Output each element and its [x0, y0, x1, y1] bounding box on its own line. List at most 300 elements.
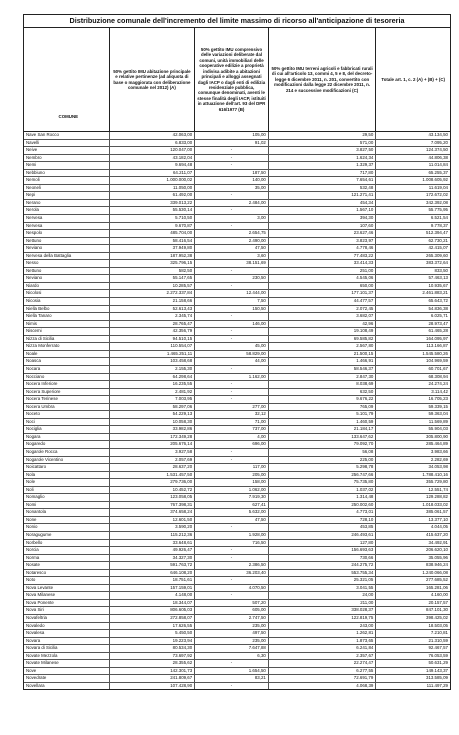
cell-col-c: 3.682,07: [269, 313, 376, 320]
cell-col-a: 43.182,04: [110, 155, 196, 162]
cell-col-a: 2.345,74: [110, 313, 196, 320]
cell-total: 104.969,59: [426, 358, 448, 364]
cell-total: 34.492,91: [428, 539, 448, 545]
cell-col-c: 453,85: [269, 524, 376, 531]
cell-col-a: 33.648,61: [110, 540, 196, 547]
table-row: [24, 290, 450, 298]
cell-total: 34.053,98: [428, 464, 448, 470]
cell-col-b: -: [195, 147, 269, 154]
cell-comune: Neive: [24, 147, 110, 154]
cell-comune: Nervesa della Battaglia: [24, 253, 110, 260]
table-row: [24, 562, 450, 570]
cell-col-a: 172.349,28: [110, 434, 196, 441]
cell-total: 59.339,15: [428, 403, 448, 409]
cell-col-b: 146,00: [195, 321, 269, 328]
cell-comune: Nizza Monferrato: [24, 343, 110, 350]
cell-col-a: 42.063,00: [110, 132, 196, 139]
cell-col-c: 2.072,45: [269, 306, 376, 313]
cell-col-c: 22.274,47: [269, 660, 376, 667]
cell-col-c: 2.567,80: [269, 343, 376, 350]
cell-comune: Nembro: [24, 155, 110, 162]
cell-total: 512.394,47: [426, 230, 448, 236]
cell-col-a: 33.982,86: [110, 426, 196, 433]
cell-col-c: 1.329,37: [269, 162, 376, 169]
cell-col-c: 1.314,48: [269, 494, 376, 501]
cell-col-b: -: [195, 223, 269, 230]
cell-col-b: 150,50: [195, 306, 269, 313]
cell-comune: Nogaredo: [24, 441, 110, 448]
cell-comune: Nova Milanese: [24, 592, 110, 599]
cell-col-c: 250.002,60: [269, 502, 376, 509]
cell-col-c: 730,66: [269, 555, 376, 562]
table-row: [24, 494, 450, 502]
table-row: [24, 509, 450, 517]
cell-total: 111.497,29: [426, 682, 448, 688]
cell-total: 11.569,89: [428, 418, 448, 424]
table-row: [24, 449, 450, 457]
header-col-total: Totale art. 1, c. 2 (A) + (B) + (C): [381, 76, 445, 82]
cell-col-b: 696,00: [195, 441, 269, 448]
table-row: [24, 585, 450, 593]
cell-col-a: 64.211,07: [110, 170, 196, 177]
cell-comune: Nocera Inferiore: [24, 381, 110, 388]
table-body: [24, 132, 450, 689]
cell-comune: Nosate: [24, 562, 110, 569]
cell-total: 847.101,30: [426, 607, 448, 613]
table-row: [24, 230, 450, 238]
cell-col-c: 3.823,97: [269, 238, 376, 245]
cell-comune: Norbello: [24, 540, 110, 547]
cell-col-b: 12.444,00: [195, 290, 269, 297]
cell-col-b: -: [195, 555, 269, 562]
table-row: [24, 660, 450, 668]
table-row: [24, 464, 450, 472]
cell-col-a: 1.531.457,50: [110, 472, 196, 479]
cell-col-a: 28.637,20: [110, 464, 196, 471]
table-row: [24, 615, 450, 623]
cell-comune: Nocara: [24, 366, 110, 373]
table-row: [24, 645, 450, 653]
cell-total: 55.904,03: [428, 426, 448, 432]
cell-col-b: 3,00: [195, 215, 269, 222]
cell-total: 113.166,87: [426, 343, 448, 349]
cell-total: 62.730,21: [428, 237, 448, 243]
cell-comune: Neviano: [24, 275, 110, 282]
cell-total: 35.055,96: [428, 554, 448, 560]
cell-total: 313.585,09: [426, 675, 448, 681]
cell-col-c: 69.585,82: [269, 336, 376, 343]
table-row: [24, 358, 450, 366]
cell-total: 28.973,47: [428, 320, 448, 326]
cell-col-a: 339.013,22: [110, 200, 196, 207]
table-row: [24, 200, 450, 208]
cell-comune: Niella Tanaro: [24, 313, 110, 320]
cell-col-c: 256.747,66: [269, 472, 376, 479]
cell-col-b: 7.647,88: [195, 645, 269, 652]
table-row: [24, 223, 450, 231]
table-row: [24, 630, 450, 638]
table-row: [24, 268, 450, 276]
cell-total: 1.240.066,08: [422, 569, 448, 575]
cell-col-c: 121.271,41: [269, 192, 376, 199]
cell-col-c: 728,10: [269, 517, 376, 524]
cell-comune: Noci: [24, 419, 110, 426]
cell-col-b: -: [195, 457, 269, 464]
cell-col-b: 2.654,75: [195, 230, 269, 237]
cell-comune: Nave San Rocco: [24, 132, 110, 139]
cell-col-a: 107.428,90: [110, 683, 196, 690]
cell-total: 9.778,37: [430, 222, 448, 228]
cell-comune: Novafeltria: [24, 615, 110, 622]
cell-col-c: 127,80: [269, 540, 376, 547]
cell-total: 76.053,59: [428, 652, 448, 658]
cell-comune: Novedrate: [24, 675, 110, 682]
table-row: [24, 306, 450, 314]
cell-comune: Nepi: [24, 192, 110, 199]
table-row: [24, 185, 450, 193]
header-col-a: 50% gettito IMU abitazione principale e relative pertinenze (ad aliquota di base o maggiorata con deliberazione comunale nel 2012) (A): [110, 28, 196, 131]
cell-col-c: 1.567,10: [269, 207, 376, 214]
cell-col-a: 2.057,69: [110, 457, 196, 464]
table-row: [24, 675, 450, 683]
table-row: [24, 170, 450, 178]
cell-col-a: 11.050,00: [110, 185, 196, 192]
cell-comune: Novalesa: [24, 630, 110, 637]
cell-comune: Nova Ponente: [24, 600, 110, 607]
cell-comune: Novate Mezzola: [24, 653, 110, 660]
cell-comune: Noragugume: [24, 532, 110, 539]
cell-comune: Nova Levante: [24, 585, 110, 592]
cell-col-b: 4,00: [195, 434, 269, 441]
cell-col-b: 627,41: [195, 502, 269, 509]
cell-total: 277.685,52: [426, 577, 448, 583]
cell-comune: Nocciano: [24, 374, 110, 381]
cell-comune: Niardo: [24, 283, 110, 290]
cell-col-b: -: [195, 366, 269, 373]
cell-comune: Nove: [24, 668, 110, 675]
cell-total: 65.643,72: [428, 298, 448, 304]
cell-col-a: 103.458,68: [110, 358, 196, 365]
cell-comune: Nervesa: [24, 223, 110, 230]
cell-total: 164.095,97: [426, 335, 448, 341]
table-row: [24, 313, 450, 321]
cell-comune: Nonantola: [24, 509, 110, 516]
table-row: [24, 547, 450, 555]
cell-total: 355.729,80: [426, 479, 448, 485]
cell-total: 21.310,59: [428, 637, 448, 643]
cell-col-b: 32,12: [195, 411, 269, 418]
cell-col-a: 19.223,94: [110, 638, 196, 645]
cell-col-b: -: [195, 660, 269, 667]
cell-col-a: 28.765,47: [110, 321, 196, 328]
cell-comune: Nogara: [24, 434, 110, 441]
table-row: [24, 389, 450, 397]
cell-comune: Noasca: [24, 358, 110, 365]
cell-col-b: -: [195, 396, 269, 403]
cell-col-b: 47,50: [195, 245, 269, 252]
cell-total: 7.095,20: [430, 139, 448, 145]
table-row: [24, 472, 450, 480]
table-row: [24, 177, 450, 185]
cell-total: 2.461.883,21: [422, 290, 448, 296]
cell-col-a: 55.530,14: [110, 207, 196, 214]
cell-comune: Notaresco: [24, 570, 110, 577]
cell-total: 265.309,60: [426, 252, 448, 258]
cell-col-b: 716,50: [195, 540, 269, 547]
cell-col-a: 1.465.251,11: [110, 351, 196, 358]
cell-col-c: 9.676,22: [269, 396, 376, 403]
cell-col-c: 75.735,80: [269, 479, 376, 486]
cell-col-b: 4.070,50: [195, 585, 269, 592]
cell-col-a: 58.297,06: [110, 404, 196, 411]
cell-comune: Nettuno: [24, 238, 110, 245]
cell-col-c: 56,08: [269, 449, 376, 456]
cell-comune: Novate Milanese: [24, 660, 110, 667]
cell-col-a: 646.108,20: [110, 570, 196, 577]
table-row: [24, 381, 450, 389]
cell-col-b: -: [195, 283, 269, 290]
cell-comune: Nogarole Rocca: [24, 449, 110, 456]
cell-col-c: 1.624,34: [269, 155, 376, 162]
cell-col-c: 338.028,37: [269, 607, 376, 614]
cell-col-a: 110.554,07: [110, 343, 196, 350]
cell-total: 833,50: [434, 267, 448, 273]
cell-comune: Nervesa: [24, 215, 110, 222]
cell-col-c: 1.460,59: [269, 419, 376, 426]
cell-col-a: 2.155,30: [110, 366, 196, 373]
cell-col-c: 21.500,15: [269, 351, 376, 358]
cell-col-c: 72.691,79: [269, 675, 376, 682]
cell-col-b: -: [195, 192, 269, 199]
cell-col-b: -: [195, 449, 269, 456]
table-row: [24, 328, 450, 336]
cell-col-c: 8.038,69: [269, 381, 376, 388]
cell-col-a: 279.736,00: [110, 479, 196, 486]
cell-col-c: 21.184,17: [269, 426, 376, 433]
cell-total: 1.018.033,02: [422, 501, 448, 507]
cell-col-b: 1.928,00: [195, 532, 269, 539]
cell-comune: Nemi: [24, 162, 110, 169]
cell-comune: Nespolo: [24, 230, 110, 237]
cell-comune: Nova Siri: [24, 607, 110, 614]
header-col-b: 50% gettito IMU comprensivo delle variazioni deliberate dal comuni, unità immobiliari delle cooperative edilizie a proprietà indivisa adibite a abitazioni principali e alloggi assegnati dagli IACP o dagli enti di edilizia residenziale pubblica, comunque denominati, aventi le stesse finalità degli IACP, istituiti in attuazione dell'art. 93 del DPR 616/1977 (B): [195, 28, 269, 131]
cell-total: 60.701,67: [428, 365, 448, 371]
cell-col-b: 105,00: [195, 132, 269, 139]
cell-col-b: 235,00: [195, 638, 269, 645]
cell-total: 44.806,38: [428, 154, 448, 160]
cell-col-c: 251,00: [269, 268, 376, 275]
cell-col-c: 23.627,46: [269, 230, 376, 237]
cell-total: 10.935,67: [428, 282, 448, 288]
table-row: [24, 524, 450, 532]
table-row: [24, 653, 450, 661]
cell-total: 42.415,07: [428, 245, 448, 251]
cell-col-c: 717,80: [269, 170, 376, 177]
cell-col-b: 5.632,00: [195, 509, 269, 516]
cell-col-a: 73.697,92: [110, 653, 196, 660]
cell-col-a: 49.926,47: [110, 547, 196, 554]
cell-col-a: 7.003,95: [110, 396, 196, 403]
cell-col-a: 767.398,31: [110, 502, 196, 509]
cell-col-c: 454,34: [269, 200, 376, 207]
table-row: [24, 555, 450, 563]
cell-col-a: 9.694,48: [110, 162, 196, 169]
cell-col-c: 243,00: [269, 623, 376, 630]
cell-col-a: 80.534,30: [110, 645, 196, 652]
cell-col-a: 10.452,72: [110, 487, 196, 494]
cell-total: 12.551,74: [428, 486, 448, 492]
cell-total: 13.377,10: [428, 516, 448, 522]
table-row: [24, 517, 450, 525]
cell-total: 1.788.410,16: [422, 471, 448, 477]
cell-col-b: 605,00: [195, 607, 269, 614]
cell-col-a: 16.235,55: [110, 381, 196, 388]
cell-col-a: 28.355,62: [110, 660, 196, 667]
cell-comune: Neoneli: [24, 185, 110, 192]
cell-col-b: 187,50: [195, 170, 269, 177]
cell-col-c: 58.546,37: [269, 366, 376, 373]
cell-total: 385.061,57: [426, 509, 448, 515]
cell-comune: Nettuno: [24, 268, 110, 275]
table-row: [24, 343, 450, 351]
cell-comune: Nocera Umbra: [24, 404, 110, 411]
cell-col-a: 12.601,50: [110, 517, 196, 524]
cell-col-c: 122.819,75: [269, 615, 376, 622]
cell-col-c: 3.041,55: [269, 585, 376, 592]
cell-comune: Novellara: [24, 683, 110, 690]
cell-col-c: 571,00: [269, 140, 376, 147]
cell-col-b: 2.747,50: [195, 615, 269, 622]
table-row: [24, 253, 450, 261]
cell-total: 415.637,20: [426, 531, 448, 537]
cell-col-a: 52.613,43: [110, 306, 196, 313]
cell-total: 285.464,89: [426, 441, 448, 447]
cell-comune: Nociglia: [24, 426, 110, 433]
cell-col-c: 4.068,39: [269, 683, 376, 690]
cell-col-a: 58.416,54: [110, 238, 196, 245]
cell-col-a: 5.710,50: [110, 215, 196, 222]
cell-col-b: 83,21: [195, 675, 269, 682]
cell-col-a: 61.492,00: [110, 192, 196, 199]
header-comune: COMUNE: [24, 28, 110, 131]
cell-total: 4.044,05: [430, 524, 448, 530]
cell-col-c: 394,30: [269, 215, 376, 222]
table-row: [24, 426, 450, 434]
table-row: [24, 215, 450, 223]
table-row: [24, 238, 450, 246]
cell-total: 18.503,05: [428, 622, 448, 628]
cell-col-a: 325.796,15: [110, 260, 196, 267]
cell-col-c: 107,60: [269, 223, 376, 230]
cell-col-b: 2.386,50: [195, 562, 269, 569]
table-row: [24, 336, 450, 344]
cell-col-a: 157.159,01: [110, 585, 196, 592]
cell-comune: Noto: [24, 577, 110, 584]
cell-col-b: 2.484,00: [195, 200, 269, 207]
cell-total: 57.463,13: [428, 275, 448, 281]
cell-col-b: 58.829,00: [195, 351, 269, 358]
cell-comune: Nesso: [24, 260, 110, 267]
cell-col-b: 2.490,00: [195, 238, 269, 245]
cell-col-b: 7,50: [195, 298, 269, 305]
cell-comune: Nola: [24, 472, 110, 479]
cell-col-c: 225,00: [269, 457, 376, 464]
cell-col-c: 33.414,33: [269, 260, 376, 267]
cell-comune: Novaledo: [24, 623, 110, 630]
cell-col-b: 235,00: [195, 623, 269, 630]
cell-col-b: -: [195, 207, 269, 214]
cell-col-a: 485.704,00: [110, 230, 196, 237]
cell-comune: Navelli: [24, 140, 110, 147]
table-row: [24, 404, 450, 412]
cell-comune: Novara di Sicilia: [24, 645, 110, 652]
cell-col-b: 230,50: [195, 275, 269, 282]
cell-col-b: 38.151,69: [195, 260, 269, 267]
cell-col-a: 18.344,07: [110, 600, 196, 607]
table-row: [24, 592, 450, 600]
cell-col-a: 2.272.337,84: [110, 290, 196, 297]
cell-col-b: 7.919,30: [195, 494, 269, 501]
table-row: [24, 607, 450, 615]
table-row: [24, 419, 450, 427]
cell-col-b: -: [195, 155, 269, 162]
cell-col-b: 117,00: [195, 464, 269, 471]
cell-col-c: 3.827,50: [269, 147, 376, 154]
cell-col-b: 737,00: [195, 426, 269, 433]
table-row: [24, 351, 450, 359]
cell-comune: Nizza di Sicilia: [24, 336, 110, 343]
cell-col-b: 1.162,00: [195, 374, 269, 381]
cell-col-a: 3.927,58: [110, 449, 196, 456]
table-row: [24, 396, 450, 404]
cell-total: 61.465,28: [428, 328, 448, 334]
distribution-table: [23, 14, 451, 690]
cell-col-a: 187.952,38: [110, 253, 196, 260]
cell-col-a: 9.670,87: [110, 223, 196, 230]
cell-total: 305.800,90: [426, 433, 448, 439]
table-header: [24, 28, 450, 132]
cell-comune: Nocera Superiore: [24, 389, 110, 396]
cell-col-a: 34.327,30: [110, 555, 196, 562]
cell-total: 383.372,64: [426, 260, 448, 266]
cell-comune: Nicosia: [24, 298, 110, 305]
table-row: [24, 577, 450, 585]
cell-col-b: -: [195, 381, 269, 388]
cell-col-a: 3.590,20: [110, 524, 196, 531]
cell-col-c: 244.275,72: [269, 562, 376, 569]
cell-col-a: 582,50: [110, 268, 196, 275]
cell-col-c: 29,50: [269, 132, 376, 139]
cell-total: 24.274,24: [428, 381, 448, 387]
cell-total: 342.392,08: [426, 199, 448, 205]
table-row: [24, 570, 450, 578]
table-row: [24, 155, 450, 163]
table-row: [24, 479, 450, 487]
table-row: [24, 540, 450, 548]
cell-total: 20.157,57: [428, 599, 448, 605]
cell-col-c: 2.847,30: [269, 374, 376, 381]
table-row: [24, 245, 450, 253]
cell-col-b: -: [195, 683, 269, 690]
cell-col-c: 19.108,49: [269, 328, 376, 335]
table-row: [24, 668, 450, 676]
table-row: [24, 207, 450, 215]
cell-total: 54.836,38: [428, 305, 448, 311]
table-row: [24, 260, 450, 268]
cell-col-a: 21.158,66: [110, 298, 196, 305]
cell-col-a: 42.356,79: [110, 328, 196, 335]
cell-col-a: 123.058,05: [110, 494, 196, 501]
